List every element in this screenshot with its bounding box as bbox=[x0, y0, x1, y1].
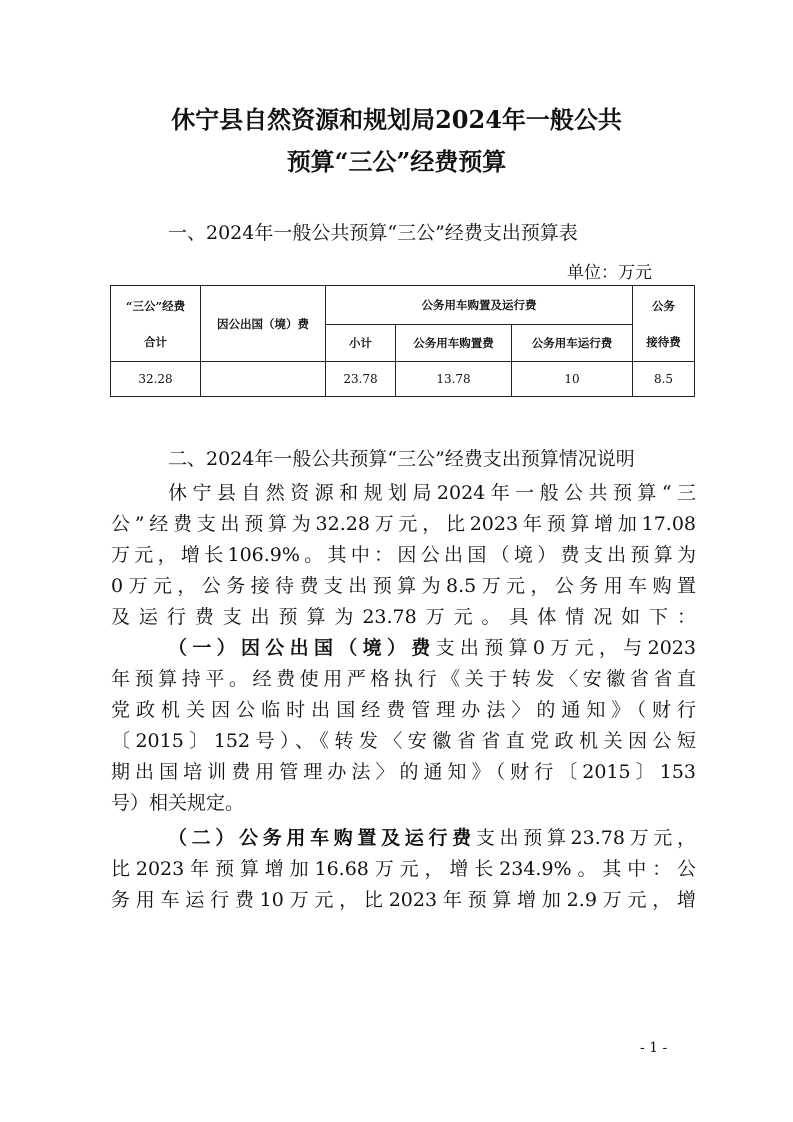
page-number: - 1 - bbox=[640, 1040, 668, 1056]
header-reception-top: 公务 bbox=[652, 298, 676, 313]
paragraph-abroad-first-line bbox=[111, 633, 696, 664]
paragraph-line: 0万元，公务接待费支出预算为8.5万元，公务用车购置 bbox=[111, 575, 696, 597]
paragraph-abroad-first-rest: 支出预算0万元，与2023 bbox=[435, 637, 696, 659]
document-title-line2: 预算“三公”经费预算 bbox=[286, 147, 507, 176]
paragraph-line: 〔2015〕152号）、《转发〈安徽省省直党政机关因公短 bbox=[111, 730, 696, 752]
table-header-row-1 bbox=[111, 286, 695, 325]
paragraph-line: 年预算持平。经费使用严格执行《关于转发〈安徽省省直 bbox=[111, 668, 696, 690]
paragraph-line: 务用车运行费10万元，比2023年预算增加2.9万元，增 bbox=[111, 889, 696, 911]
cell-total: 32.28 bbox=[111, 362, 201, 397]
paragraph-line: 休宁县自然资源和规划局2024年一般公共预算“三 bbox=[168, 482, 696, 504]
header-total-cell bbox=[111, 286, 201, 362]
paragraph-line: 党政机关因公临时出国经费管理办法〉的通知》（财行 bbox=[111, 699, 696, 721]
cell-subtotal: 23.78 bbox=[326, 362, 396, 397]
header-vehicle-group: 公务用车购置及运行费 bbox=[326, 286, 633, 325]
header-reception-cell bbox=[633, 286, 695, 362]
section1-heading: 一、2024年一般公共预算“三公”经费支出预算表 bbox=[168, 222, 578, 244]
paragraph-abroad-lead: （一）因公出国（境）费 bbox=[168, 637, 436, 659]
cell-purchase: 13.78 bbox=[396, 362, 512, 397]
budget-table bbox=[110, 285, 695, 397]
paragraph-vehicle-lead: （二）公务用车购置及运行费 bbox=[168, 827, 476, 849]
table-row bbox=[111, 362, 695, 397]
header-total-bottom: 合计 bbox=[144, 334, 167, 349]
section2-heading: 二、2024年一般公共预算“三公”经费支出预算情况说明 bbox=[168, 448, 635, 470]
cell-operation: 10 bbox=[512, 362, 633, 397]
paragraph-line: 及运行费支出预算为23.78万元。具体情况如下： bbox=[111, 606, 696, 628]
paragraph-line: 号）相关规定。 bbox=[111, 792, 245, 814]
unit-label: 单位：万元 bbox=[567, 263, 652, 283]
paragraph-summary bbox=[111, 478, 696, 916]
header-purchase: 公务用车购置费 bbox=[396, 325, 512, 362]
header-reception-bottom: 接待费 bbox=[646, 334, 681, 349]
cell-reception: 8.5 bbox=[633, 362, 695, 397]
header-abroad: 因公出国（境）费 bbox=[201, 286, 326, 362]
header-total-top: “三公”经费 bbox=[125, 298, 186, 313]
header-subtotal: 小计 bbox=[326, 325, 396, 362]
paragraph-vehicle-first-line bbox=[111, 823, 696, 854]
paragraph-line: 公”经费支出预算为32.28万元，比2023年预算增加17.08 bbox=[111, 513, 696, 535]
paragraph-line: 比2023年预算增加16.68万元，增长234.9%。其中：公 bbox=[111, 858, 696, 880]
document-title-line1: 休宁县自然资源和规划局2024年一般公共 bbox=[171, 105, 622, 134]
paragraph-line: 期出国培训费用管理办法〉的通知》（财行〔2015〕153 bbox=[111, 761, 696, 783]
paragraph-vehicle-first-rest: 支出预算23.78万元， bbox=[475, 827, 696, 849]
paragraph-line: 万元，增长106.9%。其中：因公出国（境）费支出预算为 bbox=[111, 544, 696, 566]
cell-abroad bbox=[201, 362, 326, 397]
header-operation: 公务用车运行费 bbox=[512, 325, 633, 362]
